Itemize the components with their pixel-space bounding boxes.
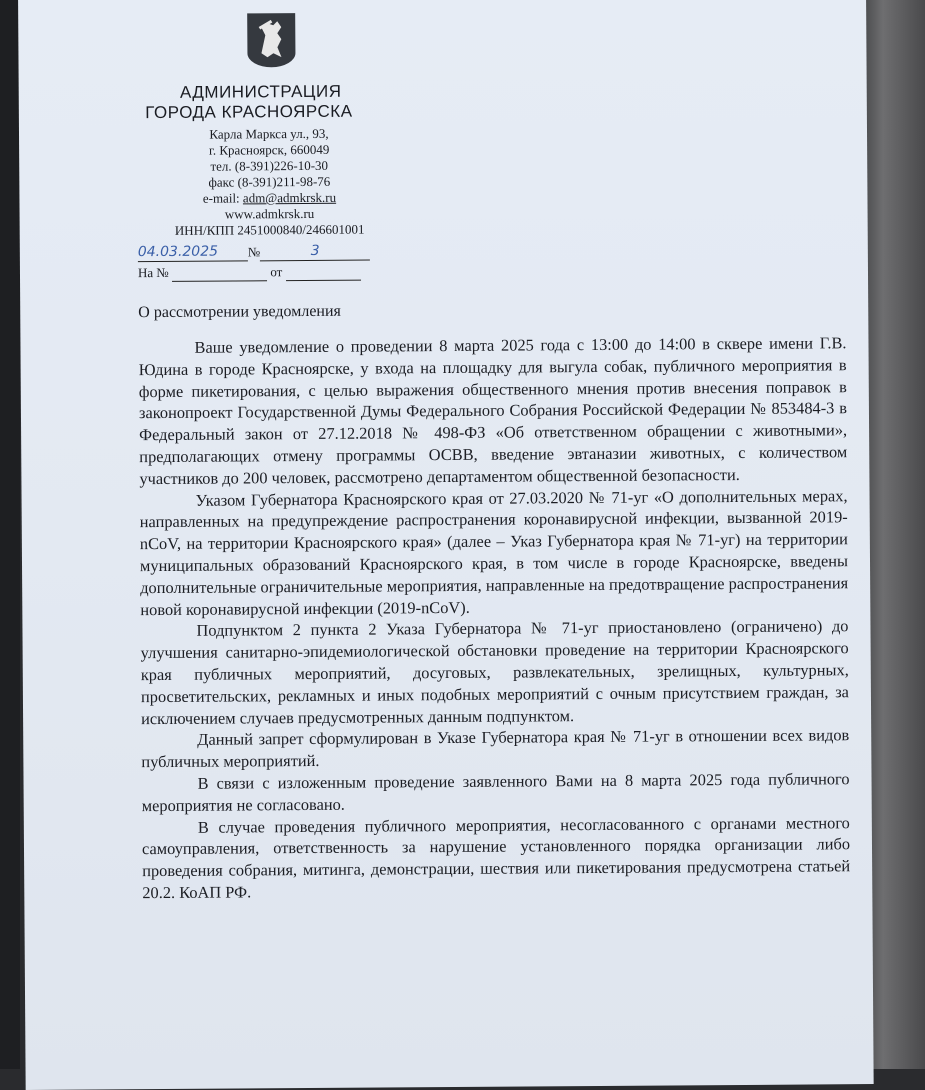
- org-line: ГОРОДА КРАСНОЯРСКА: [145, 101, 353, 123]
- website: www.admkrsk.ru: [224, 205, 315, 222]
- coat-of-arms-icon: [247, 13, 295, 67]
- address-line: г. Красноярск, 660049: [208, 141, 330, 158]
- organization-name: [131, 81, 391, 123]
- fax: факс (8-391)211-98-76: [208, 173, 331, 190]
- ref-label: На №: [137, 264, 169, 281]
- registration-line: [138, 242, 371, 284]
- paragraph: В случае проведения публичного мероприятия, несогласованного с органами местного самоуправления, ответственность за нарушение установленного порядка организации либо проведения собрания, митинга, демонстрации, шествия или пикетирования предусмотрена статьей 20.2. КоАП РФ.: [141, 812, 851, 903]
- email-label: e-mail:: [202, 190, 240, 206]
- subject: О рассмотрении уведомления: [138, 302, 341, 322]
- address-line: Карла Маркса ул., 93,: [209, 125, 329, 142]
- paragraph: Указом Губернатора Красноярского края от 27.03.2020 № 71-уг «О дополнительных мерах, направленных на предупреждение распространения коронавирусной инфекции, вызванной 2019-nCoV, на территории Красноярского края» (далее – Указ Губернатора края № 71-уг) на территории муниципальных образований Красноярского края, в том числе в городе Красноярске, введены дополнительные ограничительные мероприятия, направленные на предотвращение распространения новой коронавирусной инфекции (2019-nCoV).: [139, 485, 849, 619]
- number-label: №: [247, 244, 261, 260]
- paragraph: В связи с изложенным проведение заявленного Вами на 8 марта 2025 года публичного мероприятия не согласовано.: [141, 769, 850, 815]
- letter-page: [18, 0, 874, 1090]
- letter-body: [138, 332, 850, 904]
- paragraph: Данный запрет сформулирован в Указе Губернатора края № 71-уг в отношении всех видов публичных мероприятий.: [141, 725, 850, 772]
- org-line: АДМИНИСТРАЦИЯ: [179, 81, 342, 102]
- paragraph: Подпунктом 2 пункта 2 Указа Губернатора № 71-уг приостановлено (ограничено) до улучшения санитарно-эпидемиологической обстановки проведение на территории Красноярского края публичных мероприятий, досуговых, развлекательных, зрелищных, культурных, просветительских, рекламных и иных подобных мероприятий с очным присутствием граждан, за исключением случаев предусмотренных данным подпунктом.: [140, 616, 849, 728]
- inn: ИНН/КПП 2451000840/246601001: [174, 221, 365, 238]
- phone: тел. (8-391)226-10-30: [210, 157, 329, 174]
- address-block: [169, 126, 370, 239]
- handwritten-number: 3: [310, 242, 320, 259]
- paragraph: Ваше уведомление о проведении 8 марта 2025 года с 13:00 до 14:00 в сквере имени Г.В. Юдина в городе Красноярске, у входа на площадку для выгула собак, публичного мероприятия в форме пикетирования, с целью выражения общественного мнения против внесения поправок в законопроект Государственной Думы Федерального Собрания Российской Федерации № 853484-3 в Федеральный закон от 27.12.2018 № 498-ФЗ «Об ответственном обращении с животными», предполагающих отмену программы ОСВВ, введение эвтаназии животных, с количеством участников до 200 человек, рассмотрено департаментом общественной безопасности.: [138, 333, 848, 488]
- ref-from: от: [270, 264, 283, 280]
- email-link: adm@admkrsk.ru: [242, 189, 337, 206]
- handwritten-date: 04.03.2025: [137, 243, 219, 261]
- background: [0, 0, 20, 1069]
